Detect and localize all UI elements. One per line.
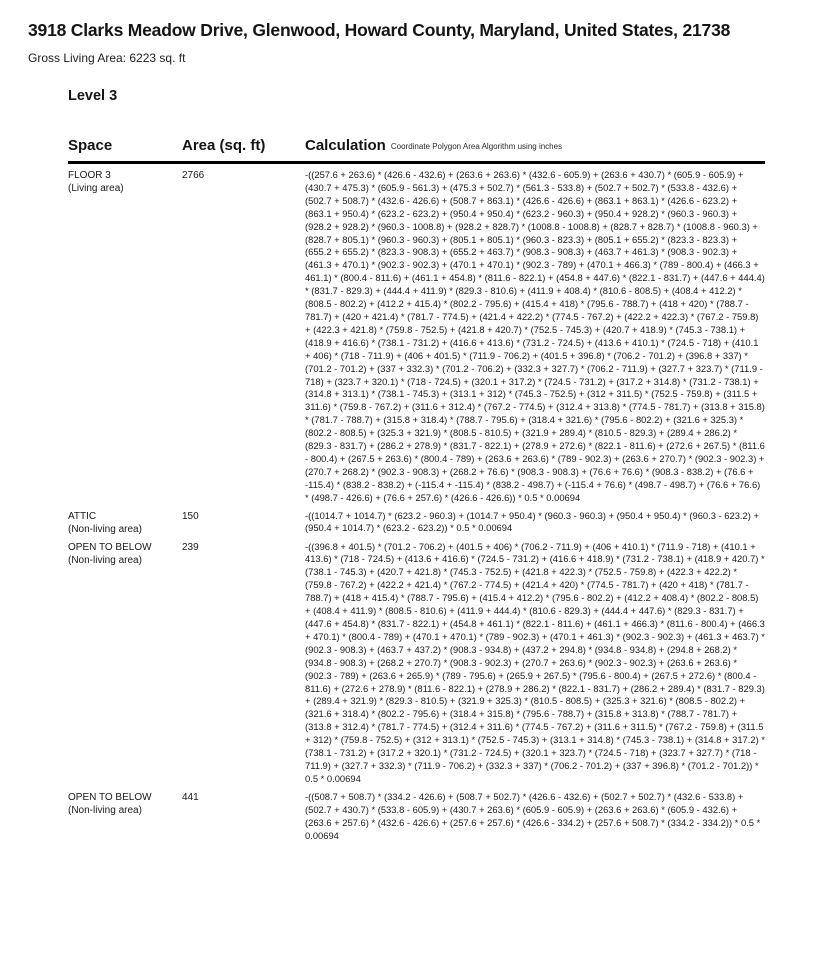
table-header-row [68,137,765,164]
calculation-text: -((257.6 + 263.6) * (426.6 - 432.6) + (263.6 + 263.6) * (432.6 - 605.9) + (263.6 + 430.7) * (605.9 - 605.9) + (430.7 + 475.3) * (605.9 - 561.3) + (475.3 + 502.7) * (561.3 - 533.8) + (502.7 + 502.7) * (533.8 - 432.6) + (502.7 + 508.7) * (432.6 - 426.6) + (508.7 + 863.1) * (426.6 - 426.6) + (863.1 + 863.1) * (426.6 - 623.2) + (863.1 + 950.4) * (623.2 - 623.2) + (950.4 + 950.4) * (623.2 - 960.3) + (950.4 + 928.2) * (960.3 - 960.3) + (928.2 + 928.2) * (960.3 - 1008.8) + (928.2 + 828.7) * (1008.8 - 1008.8) + (828.7 + 828.7) * (1008.8 - 960.3) + (828.7 + 805.1) * (960.3 - 960.3) + (805.1 + 805.1) * (960.3 - 823.3) + (805.1 + 655.2) * (823.3 - 823.3) + (655.2 + 655.2) * (823.3 - 908.3) + (655.2 + 463.7) * (908.3 - 908.3) + (463.7 + 461.3) * (908.3 - 902.3) + (461.3 + 470.1) * (902.3 - 902.3) + (470.1 + 470.1) * (902.3 - 789) + (470.1 + 466.3) * (789 - 800.4) + (466.3 + 461.1) * (800.4 - 811.6) + (461.1 + 454.8) * (811.6 - 822.1) + (454.8 + 447.6) * (822.1 - 831.7) + (447.6 + 444.4) * (831.7 - 829.3) + (444.4 + 411.9) * (829.3 - 810.6) + (411.9 + 408.4) * (810.6 - 808.5) + (408.4 + 412.2) * (808.5 - 802.2) + (412.2 + 415.4) * (802.2 - 795.6) + (415.4 + 418) * (795.6 - 788.7) + (418 + 420) * (788.7 - 781.7) + (420 + 421.4) * (781.7 - 774.5) + (421.4 + 422.2) * (774.5 - 767.2) + (422.2 + 422.3) * (767.2 - 759.8) + (422.3 + 421.8) * (759.8 - 752.5) + (421.8 + 420.7) * (752.5 - 745.3) + (420.7 + 418.9) * (745.3 - 738.1) + (418.9 + 416.6) * (738.1 - 731.2) + (416.6 + 413.6) * (731.2 - 724.5) + (413.6 + 410.1) * (724.5 - 718) + (410.1 + 406) * (718 - 711.9) + (406 + 401.5) * (711.9 - 706.2) + (401.5 + 396.8) * (706.2 - 701.2) + (396.8 + 337) * (701.2 - 701.2) + (337 + 332.3) * (701.2 - 706.2) + (332.3 + 327.7) * (706.2 - 711.9) + (327.7 + 323.7) * (711.9 - 718) + (323.7 + 320.1) * (718 - 724.5) + (320.1 + 317.2) * (724.5 - 731.2) + (317.2 + 314.8) * (731.2 - 738.1) + (314.8 + 313.1) * (738.1 - 745.3) + (313.1 + 312) * (745.3 - 752.5) + (312 + 311.5) * (752.5 - 759.8) + (311.5 + 311.6) * (759.8 - 767.2) + (311.6 + 312.4) * (767.2 - 774.5) + (312.4 + 313.8) * (774.5 - 781.7) + (313.8 + 315.8) * (781.7 - 788.7) + (315.8 + 318.4) * (788.7 - 795.6) + (318.4 + 321.6) * (795.6 - 802.2) + (321.6 + 325.3) * (802.2 - 808.5) + (325.3 + 321.9) * (808.5 - 810.5) + (321.9 + 289.4) * (810.5 - 829.3) + (289.4 + 286.2) * (829.3 - 831.7) + (286.2 + 278.9) * (831.7 - 822.1) + (278.9 + 272.6) * (822.1 - 811.6) + (272.6 + 267.5) * (811.6 - 800.4) + (267.5 + 263.6) * (800.4 - 789) + (263.6 + 263.6) * (789 - 902.3) + (263.6 + 270.7) * (902.3 - 902.3) + (270.7 + 268.2) * (902.3 - 908.3) + (268.2 + 76.6) * (908.3 - 908.3) + (76.6 + 76.6) * (908.3 - 838.2) + (76.6 + -115.4) * (838.2 - 838.2) + (-115.4 + -115.4) * (838.2 - 498.7) + (-115.4 + 76.6) * (498.7 - 498.7) + (76.6 + 76.6) * (498.7 - 426.6) + (76.6 + 257.6) * (426.6 - 426.6)) * 0.5 * 0.00694 [305,169,765,503]
table-row-floor3 [68,164,765,505]
space-type: (Non-living area) [68,554,142,566]
column-header-calculation: Calculation [305,137,386,154]
space-cell [68,169,182,195]
area-calculation-table [68,137,765,842]
calculation-algorithm-note: Coordinate Polygon Area Algorithm using inches [390,142,563,151]
space-name: FLOOR 3 [68,170,111,181]
column-header-area: Area (sq. ft) [182,137,266,154]
space-type: (Non-living area) [68,804,142,816]
table-row-open-to-below-2 [68,786,765,843]
area-value: 2766 [182,170,205,181]
space-type: (Living area) [68,183,124,194]
level-heading: Level 3 [68,88,118,104]
calculation-text: -((508.7 + 508.7) * (334.2 - 426.6) + (508.7 + 502.7) * (426.6 - 432.6) + (502.7 + 502.7) * (432.6 - 533.8) + (502.7 + 430.7) * (533.8 - 605.9) + (430.7 + 263.6) * (605.9 - 605.9) + (263.6 + 263.6) * (605.9 - 432.6) + (263.6 + 257.6) * (432.6 - 426.6) + (257.6 + 257.6) * (426.6 - 334.2) + (257.6 + 508.7) * (334.2 - 334.2)) * 0.5 * 0.00694 [305,790,761,841]
table-row-open-to-below-1 [68,536,765,786]
calculation-text: -((1014.7 + 1014.7) * (623.2 - 960.3) + (1014.7 + 950.4) * (960.3 - 960.3) + (950.4 + 950.4) * (960.3 - 623.2) + (950.4 + 1014.7) * (623.2 - 623.2)) * 0.5 * 0.00694 [305,509,759,534]
column-header-space: Space [68,137,113,154]
table-row-attic [68,505,765,536]
page-title: 3918 Clarks Meadow Drive, Glenwood, Howard County, Maryland, United States, 21738 [28,20,731,40]
space-type: (Non-living area) [68,523,142,535]
area-value: 150 [182,510,199,522]
area-value: 239 [182,541,199,553]
space-name: ATTIC [68,510,97,522]
area-value: 441 [182,791,199,803]
space-cell [68,510,182,536]
calculation-text: -((396.8 + 401.5) * (701.2 - 706.2) + (401.5 + 406) * (706.2 - 711.9) + (406 + 410.1) * (711.9 - 718) + (410.1 + 413.6) * (718 - 724.5) + (413.6 + 416.6) * (724.5 - 731.2) + (416.6 + 418.9) * (731.2 - 738.1) + (418.9 + 420.7) * (738.1 - 745.3) + (420.7 + 421.8) * (745.3 - 752.5) + (421.8 + 422.3) * (752.5 - 759.8) + (422.3 + 422.2) * (759.8 - 767.2) + (422.2 + 421.4) * (767.2 - 774.5) + (421.4 + 420) * (774.5 - 781.7) + (420 + 418) * (781.7 - 788.7) + (418 + 415.4) * (788.7 - 795.6) + (415.4 + 412.2) * (795.6 - 802.2) + (412.2 + 408.4) * (802.2 - 808.5) + (408.4 + 411.9) * (808.5 - 810.6) + (411.9 + 444.4) * (810.6 - 829.3) + (444.4 + 447.6) * (829.3 - 831.7) + (447.6 + 454.8) * (831.7 - 822.1) + (454.8 + 461.1) * (822.1 - 811.6) + (461.1 + 466.3) * (811.6 - 800.4) + (466.3 + 470.1) * (800.4 - 789) + (470.1 + 470.1) * (789 - 902.3) + (470.1 + 461.3) * (902.3 - 902.3) + (461.3 + 463.7) * (902.3 - 908.3) + (463.7 + 437.2) * (908.3 - 934.8) + (437.2 + 294.8) * (934.8 - 934.8) + (294.8 + 268.2) * (934.8 - 908.3) + (268.2 + 270.7) * (908.3 - 902.3) + (270.7 + 263.6) * (902.3 - 902.3) + (263.6 + 263.6) * (902.3 - 789) + (263.6 + 265.9) * (789 - 795.6) + (265.9 + 267.5) * (795.6 - 800.4) + (267.5 + 272.6) * (800.4 - 811.6) + (272.6 + 278.9) * (811.6 - 822.1) + (278.9 + 286.2) * (822.1 - 831.7) + (286.2 + 289.4) * (831.7 - 829.3) + (289.4 + 321.9) * (829.3 - 810.5) + (321.9 + 325.3) * (810.5 - 808.5) + (325.3 + 321.6) * (808.5 - 802.2) + (321.6 + 318.4) * (802.2 - 795.6) + (318.4 + 315.8) * (795.6 - 788.7) + (315.8 + 313.8) * (788.7 - 781.7) + (313.8 + 312.4) * (781.7 - 774.5) + (312.4 + 311.6) * (774.5 - 767.2) + (311.6 + 311.5) * (767.2 - 759.8) + (311.5 + 312) * (759.8 - 752.5) + (312 + 313.1) * (752.5 - 745.3) + (313.1 + 314.8) * (745.3 - 738.1) + (314.8 + 317.2) * (738.1 - 731.2) + (317.2 + 320.1) * (731.2 - 724.5) + (320.1 + 323.7) * (724.5 - 718) + (323.7 + 327.7) * (718 - 711.9) + (327.7 + 332.3) * (711.9 - 706.2) + (332.3 + 337) * (706.2 - 701.2) + (337 + 396.8) * (701.2 - 701.2)) * 0.5 * 0.00694 [305,540,765,784]
column-header-calculation-group [305,137,765,154]
gross-living-area-label: Gross Living Area: 6223 sq. ft [28,51,186,65]
space-name: OPEN TO BELOW [68,541,152,553]
space-cell [68,791,182,817]
space-name: OPEN TO BELOW [68,791,152,803]
space-cell [68,541,182,567]
